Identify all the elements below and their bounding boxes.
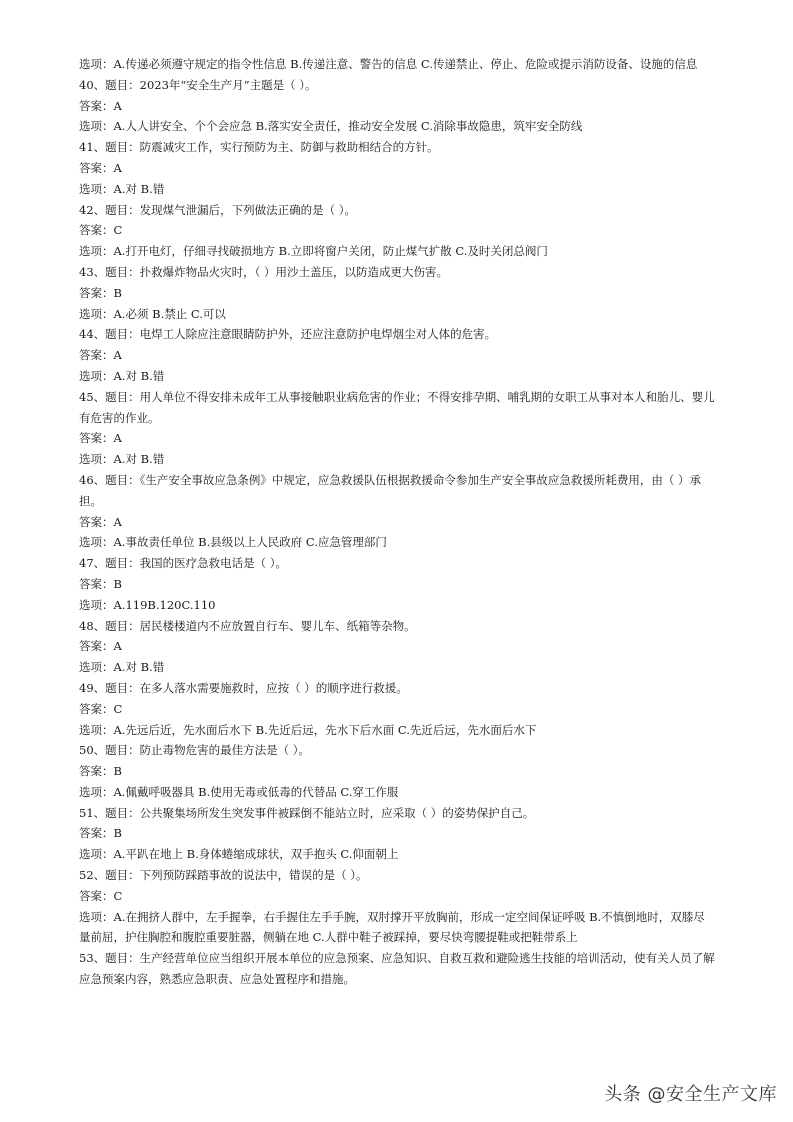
- text-line: 答案：C: [79, 701, 123, 716]
- text-line: 46、题目：《生产安全事故应急条例》中规定，应急救援队伍根据救援命令参加生产安全事故应急救援所耗费用，由（ ）承担。: [79, 472, 702, 508]
- text-line: 47、题目：我国的医疗急救电话是（ ）。: [79, 556, 288, 571]
- text-line: 选项：A.事故责任单位 B.县级以上人民政府 C.应急管理部门: [79, 535, 387, 550]
- text-line: 41、题目：防震减灾工作，实行预防为主、防御与救助相结合的方针。: [79, 140, 439, 155]
- text-line: 选项：A.先远后近，先水面后水下 B.先近后远，先水下后水面 C.先近后远，先水面后水下: [79, 722, 537, 737]
- text-line: 答案：B: [79, 576, 122, 591]
- text-line: 42、题目：发现煤气泄漏后，下列做法正确的是（ ）。: [79, 202, 357, 217]
- text-line: 选项：A.打开电灯，仔细寻找破损地方 B.立即将窗户关闭，防止煤气扩散 C.及时关闭总阀门: [79, 244, 548, 259]
- text-line: 选项：A.传递必须遵守规定的指令性信息 B.传递注意、警告的信息 C.传递禁止、停止、危险或提示消防设备、设施的信息: [79, 57, 698, 71]
- text-line: 48、题目：居民楼楼道内不应放置自行车、婴儿车、纸箱等杂物。: [79, 618, 416, 633]
- text-line: 答案：A: [79, 348, 122, 363]
- text-line: 答案：A: [79, 431, 122, 446]
- text-line: 选项：A.对 B.错: [79, 660, 165, 675]
- text-line: 51、题目：公共聚集场所发生突发事件被踩倒不能站立时，应采取（ ）的姿势保护自己。: [79, 805, 535, 820]
- document-body: [79, 54, 715, 990]
- text-line: 50、题目：防止毒物危害的最佳方法是（ ）。: [79, 743, 311, 758]
- text-line: 44、题目：电焊工人除应注意眼睛防护外，还应注意防护电焊烟尘对人体的危害。: [79, 327, 497, 342]
- text-line: 选项：A.平趴在地上 B.身体蜷缩成球状，双手抱头 C.仰面朝上: [79, 847, 399, 862]
- text-line: 答案：C: [79, 888, 123, 903]
- text-line: 答案：A: [79, 98, 122, 113]
- text-line: 43、题目：扑救爆炸物品火灾时，（ ）用沙土盖压，以防造成更大伤害。: [79, 264, 449, 279]
- text-line: 答案：A: [79, 639, 122, 654]
- text-line: 选项：A.对 B.错: [79, 181, 165, 196]
- text-line: 53、题目：生产经营单位应当组织开展本单位的应急预案、应急知识、自救互救和避险逃生技能的培训活动，使有关人员了解应急预案内容，熟悉应急职责、应急处置程序和措施。: [79, 951, 715, 987]
- text-line: 选项：A.人人讲安全、个个会应急 B.落实安全责任，推动安全发展 C.消除事故隐患，筑牢安全防线: [79, 119, 583, 134]
- text-line: 答案：B: [79, 285, 122, 300]
- text-line: 答案：B: [79, 764, 122, 779]
- text-line: 选项：A.对 B.错: [79, 368, 165, 383]
- text-line: 49、题目：在多人落水需要施救时，应按（ ）的顺序进行救援。: [79, 680, 408, 695]
- watermark: 头条 @安全生产文库: [604, 1084, 777, 1105]
- text-line: 45、题目：用人单位不得安排未成年工从事接触职业病危害的作业；不得安排孕期、哺乳期的女职工从事对本人和胎儿、婴儿有危害的作业。: [79, 389, 715, 425]
- text-line: 答案：B: [79, 826, 122, 841]
- text-line: 选项：A.对 B.错: [79, 452, 165, 467]
- text-line: 答案：C: [79, 223, 123, 238]
- text-line: 答案：A: [79, 514, 122, 529]
- text-line: 52、题目：下列预防踩踏事故的说法中，错误的是（ ）。: [79, 868, 368, 883]
- text-line: 选项：A.在拥挤人群中，左手握拳，右手握住左手手腕，双肘撑开平放胸前，形成一定空间保证呼吸 B.不慎倒地时，双膝尽量前屈，护住胸腔和腹腔重要脏器，侧躺在地 C.人群中鞋子被踩掉，要尽快弯腰提鞋或把鞋带系上: [79, 909, 705, 945]
- text-line: 选项：A.必须 B.禁止 C.可以: [79, 306, 226, 321]
- text-line: 40、题目：2023年“安全生产月”主题是（ ）。: [79, 77, 317, 92]
- text-line: 选项：A.佩戴呼吸器具 B.使用无毒或低毒的代替品 C.穿工作服: [79, 784, 399, 799]
- text-line: 答案：A: [79, 160, 122, 175]
- text-line: 选项：A.119B.120C.110: [79, 597, 216, 612]
